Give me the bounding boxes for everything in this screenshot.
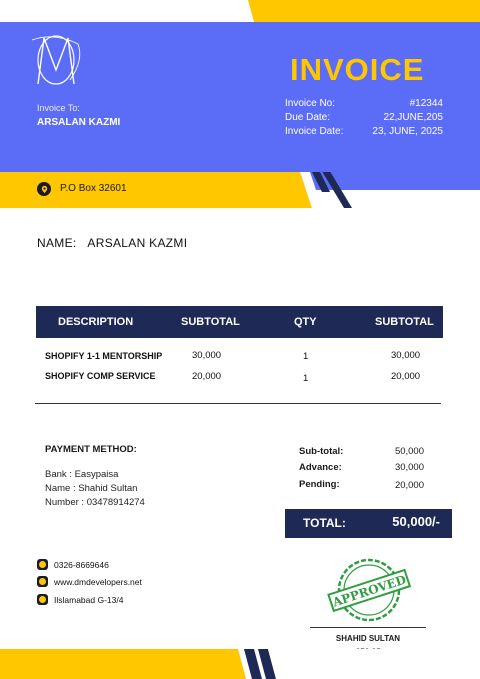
footer-band bbox=[0, 649, 480, 679]
phone-icon bbox=[37, 559, 48, 570]
customer-name-value: ARSALAN KAZMI bbox=[87, 236, 188, 250]
contact-address-text: Ilslamabad G-13/4 bbox=[54, 594, 124, 605]
column-description: DESCRIPTION bbox=[58, 316, 134, 328]
total-value: 50,000/- bbox=[392, 514, 440, 529]
contact-address bbox=[37, 594, 123, 605]
row-2-total: 20,000 bbox=[391, 371, 421, 382]
po-box-text: P.O Box 32601 bbox=[60, 183, 127, 194]
invoice-to-label: Invoice To: bbox=[37, 103, 80, 113]
payment-method-title: PAYMENT METHOD: bbox=[45, 444, 137, 455]
payment-number: Number : 03478914274 bbox=[45, 497, 145, 508]
row-1-subtotal: 30,000 bbox=[192, 350, 222, 361]
dm-monogram-logo bbox=[24, 30, 94, 92]
column-subtotal: SUBTOTAL bbox=[181, 316, 240, 328]
customer-name-line bbox=[37, 236, 187, 250]
approved-stamp bbox=[327, 556, 411, 624]
row-1-total: 30,000 bbox=[391, 350, 421, 361]
subtotal-value: 50,000 bbox=[394, 446, 424, 457]
row-1-description: SHOPIFY 1-1 MENTORSHIP bbox=[45, 351, 163, 361]
row-1-qty: 1 bbox=[303, 351, 309, 362]
pending-value: 20,000 bbox=[394, 480, 424, 491]
globe-icon bbox=[37, 576, 48, 587]
invoice-title: INVOICE bbox=[290, 52, 425, 87]
advance-value: 30,000 bbox=[394, 462, 424, 473]
contact-website bbox=[37, 576, 142, 587]
column-qty: QTY bbox=[294, 316, 317, 328]
subtotal-label: Sub-total: bbox=[299, 446, 344, 457]
total-label: TOTAL: bbox=[303, 516, 346, 530]
invoice-number-label: Invoice No: bbox=[285, 98, 336, 109]
contact-phone bbox=[37, 559, 109, 570]
signature-line bbox=[310, 627, 426, 628]
payment-bank: Bank : Easypaisa bbox=[45, 469, 119, 480]
row-2-subtotal: 20,000 bbox=[192, 371, 222, 382]
payment-name: Name : Shahid Sultan bbox=[45, 483, 138, 494]
location-icon bbox=[37, 594, 48, 605]
invoice-date-value: 23, JUNE, 2025 bbox=[372, 126, 443, 137]
invoice-date-label: Invoice Date: bbox=[285, 126, 344, 137]
header-background bbox=[0, 0, 480, 190]
stamp-text: APPROVED bbox=[330, 572, 408, 610]
invoice-number-value: #12344 bbox=[409, 98, 443, 109]
invoice-to-name: ARSALAN KAZMI bbox=[37, 117, 121, 128]
contact-phone-text: 0326-8669646 bbox=[54, 559, 109, 570]
customer-name-label: NAME: bbox=[37, 236, 77, 250]
location-pin-icon bbox=[37, 182, 51, 196]
signatory-name: SHAHID SULTAN bbox=[335, 634, 401, 643]
column-total: SUBTOTAL bbox=[375, 316, 434, 328]
due-date-label: Due Date: bbox=[285, 112, 331, 123]
row-2-description: SHOPIFY COMP SERVICE bbox=[45, 371, 156, 381]
row-2-qty: 1 bbox=[303, 373, 309, 384]
advance-label: Advance: bbox=[299, 462, 342, 473]
header-top-decoration bbox=[0, 0, 480, 22]
contact-website-text: www.dmdevelopers.net bbox=[54, 576, 142, 587]
table-divider bbox=[35, 403, 441, 404]
pending-label: Pending: bbox=[299, 479, 340, 490]
due-date-value: 22,JUNE,205 bbox=[383, 112, 443, 123]
